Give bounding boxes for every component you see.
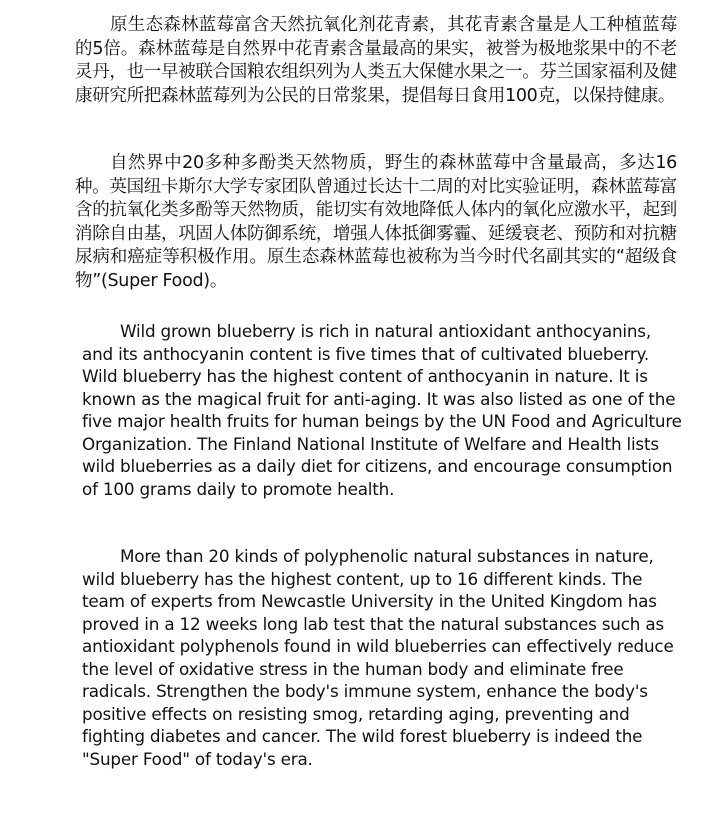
- english-paragraph-2: More than 20 kinds of polyphenolic natural substances in nature, wild blueberry has the highest content, up to 16 different kinds. The team of experts from Newcastle University in the United Kingdom has proved in a 12 weeks long lab test that the natural substances such as antioxidant polyphenols found in wild blueberries can effectively reduce the level of oxidative stress in the human body and eliminate free radicals. Strengthen the body's immune system, enhance the body's positive effects on resisting smog, retarding aging, preventing and fighting diabetes and cancer. The wild forest blueberry is indeed the "Super Food" of today's era.: [82, 546, 674, 769]
- chinese-paragraph-2: 自然界中20多种多酚类天然物质，野生的森林蓝莓中含量最高，多达16种。英国纽卡斯尔大学专家团队曾通过长达十二周的对比实验证明，森林蓝莓富含的抗氧化类多酚等天然物质，能切实有效地降低人体内的氧化应激水平，起到消除自由基，巩固人体防御系统，增强人体抵御雾霾、延缓衰老、预防和对抗糖尿病和癌症等积极作用。原生态森林蓝莓也被称为当今时代名副其实的“超级食物”(Super Food)。: [75, 153, 677, 291]
- english-paragraph-1: Wild grown blueberry is rich in natural antioxidant anthocyanins, and its anthocyanin content is five times that of cultivated blueberry. Wild blueberry has the highest content of anthocyanin in nature. It is known as the magical fruit for anti-aging. It was also listed as one of the five major health fruits for human beings by the UN Food and Agriculture Organization. The Finland National Institute of Welfare and Health lists wild blueberries as a daily diet for citizens, and encourage consumption of 100 grams daily to promote health.: [82, 321, 682, 499]
- chinese-paragraph-1: 原生态森林蓝莓富含天然抗氧化剂花青素，其花青素含量是人工种植蓝莓的5倍。森林蓝莓是自然界中花青素含量最高的果实，被誉为极地浆果中的不老灵丹，也一早被联合国粮农组织列为人类五大保健水果之一。芬兰国家福利及健康研究所把森林蓝莓列为公民的日常浆果，提倡每日食用100克，以保持健康。: [75, 15, 677, 106]
